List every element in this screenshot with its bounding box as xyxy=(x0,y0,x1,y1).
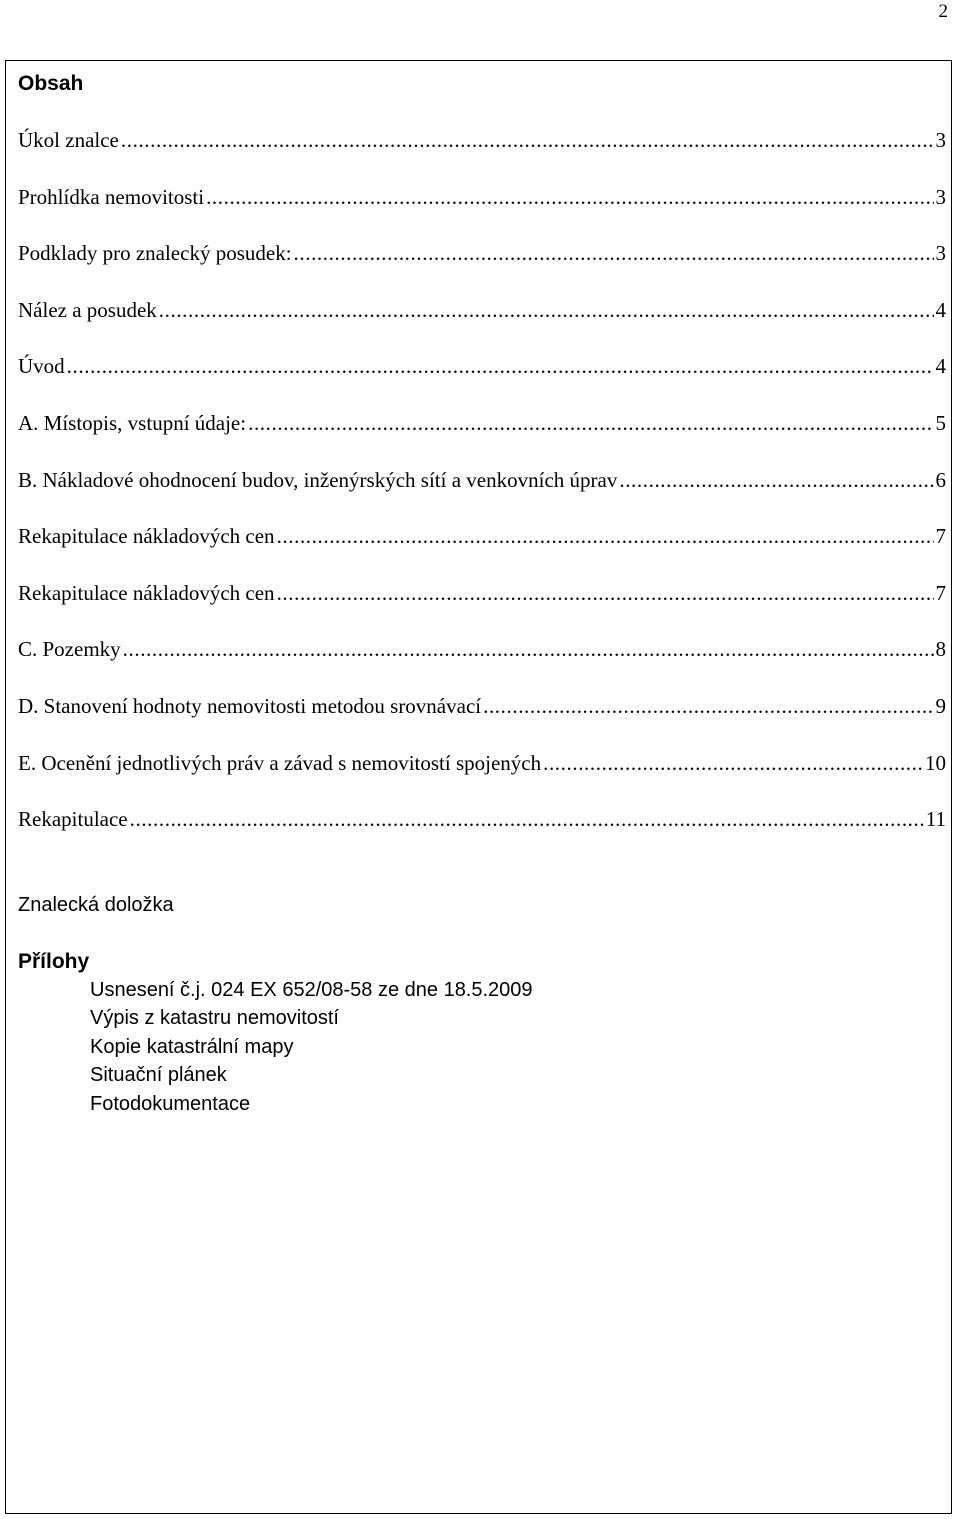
toc-entry[interactable] xyxy=(18,749,946,806)
table-of-contents xyxy=(18,126,946,862)
toc-dot-leader xyxy=(294,239,934,267)
toc-entry[interactable] xyxy=(18,466,946,523)
toc-entry-page: 4 xyxy=(935,297,946,322)
toc-entry-title: Úkol znalce xyxy=(18,128,119,152)
toc-entry[interactable] xyxy=(18,805,946,862)
toc-dot-leader xyxy=(248,409,933,437)
attachment-item: Situační plánek xyxy=(90,1064,227,1087)
toc-entry-title: D. Stanovení hodnoty nemovitosti metodou srovnávací xyxy=(18,693,482,718)
toc-entry-page: 11 xyxy=(925,807,946,832)
toc-entry[interactable] xyxy=(18,692,946,749)
toc-entry-title: Rekapitulace nákladových cen xyxy=(18,580,275,605)
toc-dot-leader xyxy=(619,466,933,494)
toc-entry-page: 3 xyxy=(935,241,946,266)
toc-entry[interactable] xyxy=(18,409,946,466)
toc-entry-page: 7 xyxy=(935,580,946,605)
toc-entry-title: Rekapitulace xyxy=(18,807,128,832)
toc-entry[interactable] xyxy=(18,579,946,636)
toc-entry-page: 9 xyxy=(935,693,946,718)
toc-dot-leader xyxy=(121,126,934,154)
attachments-list xyxy=(90,976,533,1118)
toc-entry-page: 3 xyxy=(935,184,946,209)
toc-entry-page: 7 xyxy=(935,524,946,549)
toc-dot-leader xyxy=(130,805,924,833)
toc-entry[interactable] xyxy=(18,635,946,692)
toc-entry-page: 4 xyxy=(935,354,946,379)
toc-dot-leader xyxy=(277,579,934,607)
toc-entry-title: Úvod xyxy=(18,354,65,379)
toc-entry[interactable] xyxy=(18,239,946,296)
attachment-item: Kopie katastrální mapy xyxy=(90,1035,294,1058)
toc-entry-title: C. Pozemky xyxy=(18,637,121,662)
toc-dot-leader xyxy=(206,183,933,211)
toc-entry[interactable] xyxy=(18,183,946,240)
toc-entry[interactable] xyxy=(18,522,946,579)
toc-dot-leader xyxy=(67,352,934,380)
toc-entry-title: Podklady pro znalecký posudek: xyxy=(18,241,292,266)
toc-entry-page: 10 xyxy=(925,750,946,775)
toc-dot-leader xyxy=(277,522,934,550)
attachment-item: Fotodokumentace xyxy=(90,1092,251,1115)
toc-heading: Obsah xyxy=(18,72,84,95)
toc-entry-title: Nález a posudek xyxy=(18,297,157,322)
toc-entry-title: E. Ocenění jednotlivých práv a závad s nemovitostí spojených xyxy=(18,750,542,775)
toc-entry-page: 5 xyxy=(935,410,946,435)
toc-entry-title: A. Místopis, vstupní údaje: xyxy=(18,410,247,435)
attachment-item: Výpis z katastru nemovitostí xyxy=(90,1007,339,1030)
attachment-item: Usnesení č.j. 024 EX 652/08-58 ze dne 18.5.2009 xyxy=(90,979,533,1001)
toc-entry-page: 3 xyxy=(935,128,946,152)
toc-entry-title: Rekapitulace nákladových cen xyxy=(18,524,275,549)
toc-entry[interactable] xyxy=(18,296,946,353)
toc-entry-page: 6 xyxy=(935,467,946,492)
toc-dot-leader xyxy=(483,692,933,720)
toc-entry[interactable] xyxy=(18,352,946,409)
page-number: 2 xyxy=(938,1,948,22)
toc-dot-leader xyxy=(159,296,934,324)
toc-entry-title: Prohlídka nemovitosti xyxy=(18,184,205,209)
toc-entry-page: 8 xyxy=(935,637,946,662)
toc-dot-leader xyxy=(123,635,934,663)
toc-dot-leader xyxy=(543,749,923,777)
toc-entry[interactable] xyxy=(18,126,946,183)
attachments-heading: Přílohy xyxy=(18,950,90,973)
expert-clause: Znalecká doložka xyxy=(18,894,174,916)
toc-entry-title: B. Nákladové ohodnocení budov, inženýrských sítí a venkovních úprav xyxy=(18,467,618,492)
